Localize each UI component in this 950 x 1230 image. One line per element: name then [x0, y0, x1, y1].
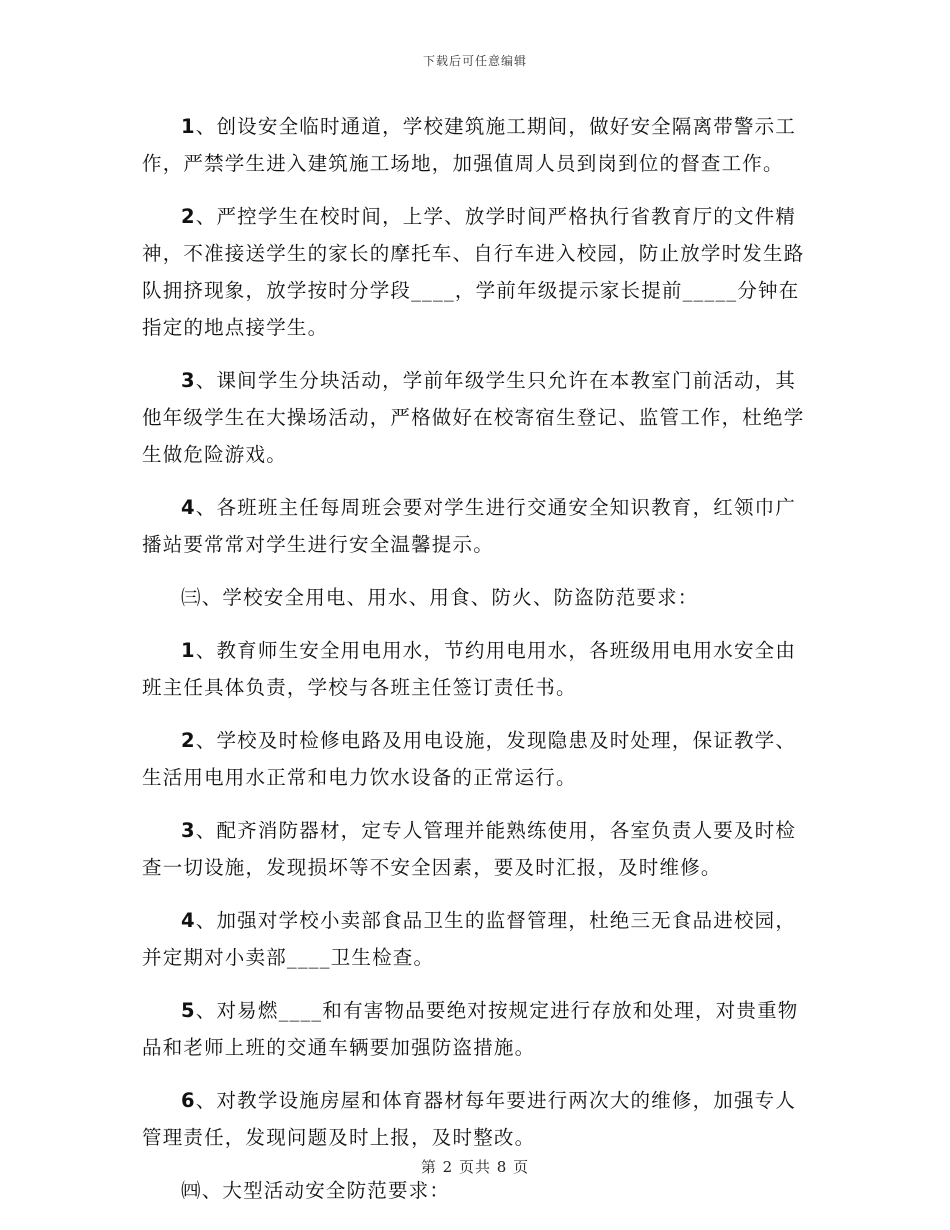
header-note: 下载后可任意编辑: [422, 54, 527, 68]
paragraph-text: 、对教学设施房屋和体育器材每年要进行两次大的维修，加强专人管理责任，发现问题及时上报，及时整改。: [142, 1089, 797, 1149]
paragraph-number: 1: [181, 115, 196, 138]
paragraph-number: 6: [181, 1089, 196, 1112]
paragraph-text: 、课间学生分块活动，学前年级学生只允许在本教室门前活动，其他年级学生在大操场活动，严格做好在校寄宿生登记、监管工作，杜绝学生做危险游戏。: [142, 369, 805, 466]
paragraph-number: 4: [181, 496, 196, 519]
paragraph-number: 2: [181, 729, 196, 752]
paragraph-text: 、加强对学校小卖部食品卫生的监督管理，杜绝三无食品进校园，并定期对小卖部____卫生检查。: [142, 909, 797, 969]
paragraph-1: [142, 108, 810, 182]
paragraph-text: 、各班班主任每周班会要对学生进行交通安全知识教育，红领巾广播站要常常对学生进行安全温馨提示。: [142, 496, 797, 556]
paragraph-number: 2: [181, 205, 196, 228]
paragraph-9: [142, 992, 810, 1066]
paragraph-text: 、严控学生在校时间，上学、放学时间严格执行省教育厅的文件精神，不准接送学生的家长的摩托车、自行车进入校园，防止放学时发生路队拥挤现象，放学按时分学段____，学前年级提示家长提前_____分钟在指定的地点接学生。: [142, 205, 805, 339]
paragraph-3: [142, 362, 810, 473]
paragraph-number: 3: [181, 819, 196, 842]
paragraph-text: ㈢、学校安全用电、用水、用食、防火、防盗防范要求：: [181, 586, 699, 609]
paragraph-number: 4: [181, 909, 196, 932]
paragraph-number: 1: [181, 639, 196, 662]
paragraph-6: [142, 722, 810, 796]
document-body: [142, 108, 810, 1225]
paragraph-text: 、对易燃____和有害物品要绝对按规定进行存放和处理，对贵重物品和老师上班的交通车辆要加强防盗措施。: [142, 999, 799, 1059]
paragraph-2: [142, 198, 810, 346]
paragraph-number: 3: [181, 369, 196, 392]
paragraph-4: [142, 489, 810, 563]
paragraph-text: 、学校及时检修电路及用电设施，发现隐患及时处理，保证教学、生活用电用水正常和电力饮水设备的正常运行。: [142, 729, 797, 789]
paragraph-text: 、创设安全临时通道，学校建筑施工期间，做好安全隔离带警示工作，严禁学生进入建筑施工场地，加强值周人员到岗到位的督查工作。: [142, 115, 797, 175]
paragraph-text: ㈣、大型活动安全防范要求：: [181, 1179, 451, 1202]
paragraph-10: [142, 1082, 810, 1156]
page-number: 第 2 页共 8 页: [420, 1158, 530, 1176]
paragraph-7: [142, 812, 810, 886]
paragraph-8: [142, 902, 810, 976]
section-heading-3: [142, 579, 810, 616]
paragraph-text: 、教育师生安全用电用水，节约用电用水，各班级用电用水安全由班主任具体负责，学校与各班主任签订责任书。: [142, 639, 797, 699]
section-heading-4: [142, 1172, 810, 1209]
paragraph-text: 、配齐消防器材，定专人管理并能熟练使用，各室负责人要及时检查一切设施，发现损坏等不安全因素，要及时汇报，及时维修。: [142, 819, 797, 879]
paragraph-5: [142, 632, 810, 706]
paragraph-number: 5: [181, 999, 196, 1022]
